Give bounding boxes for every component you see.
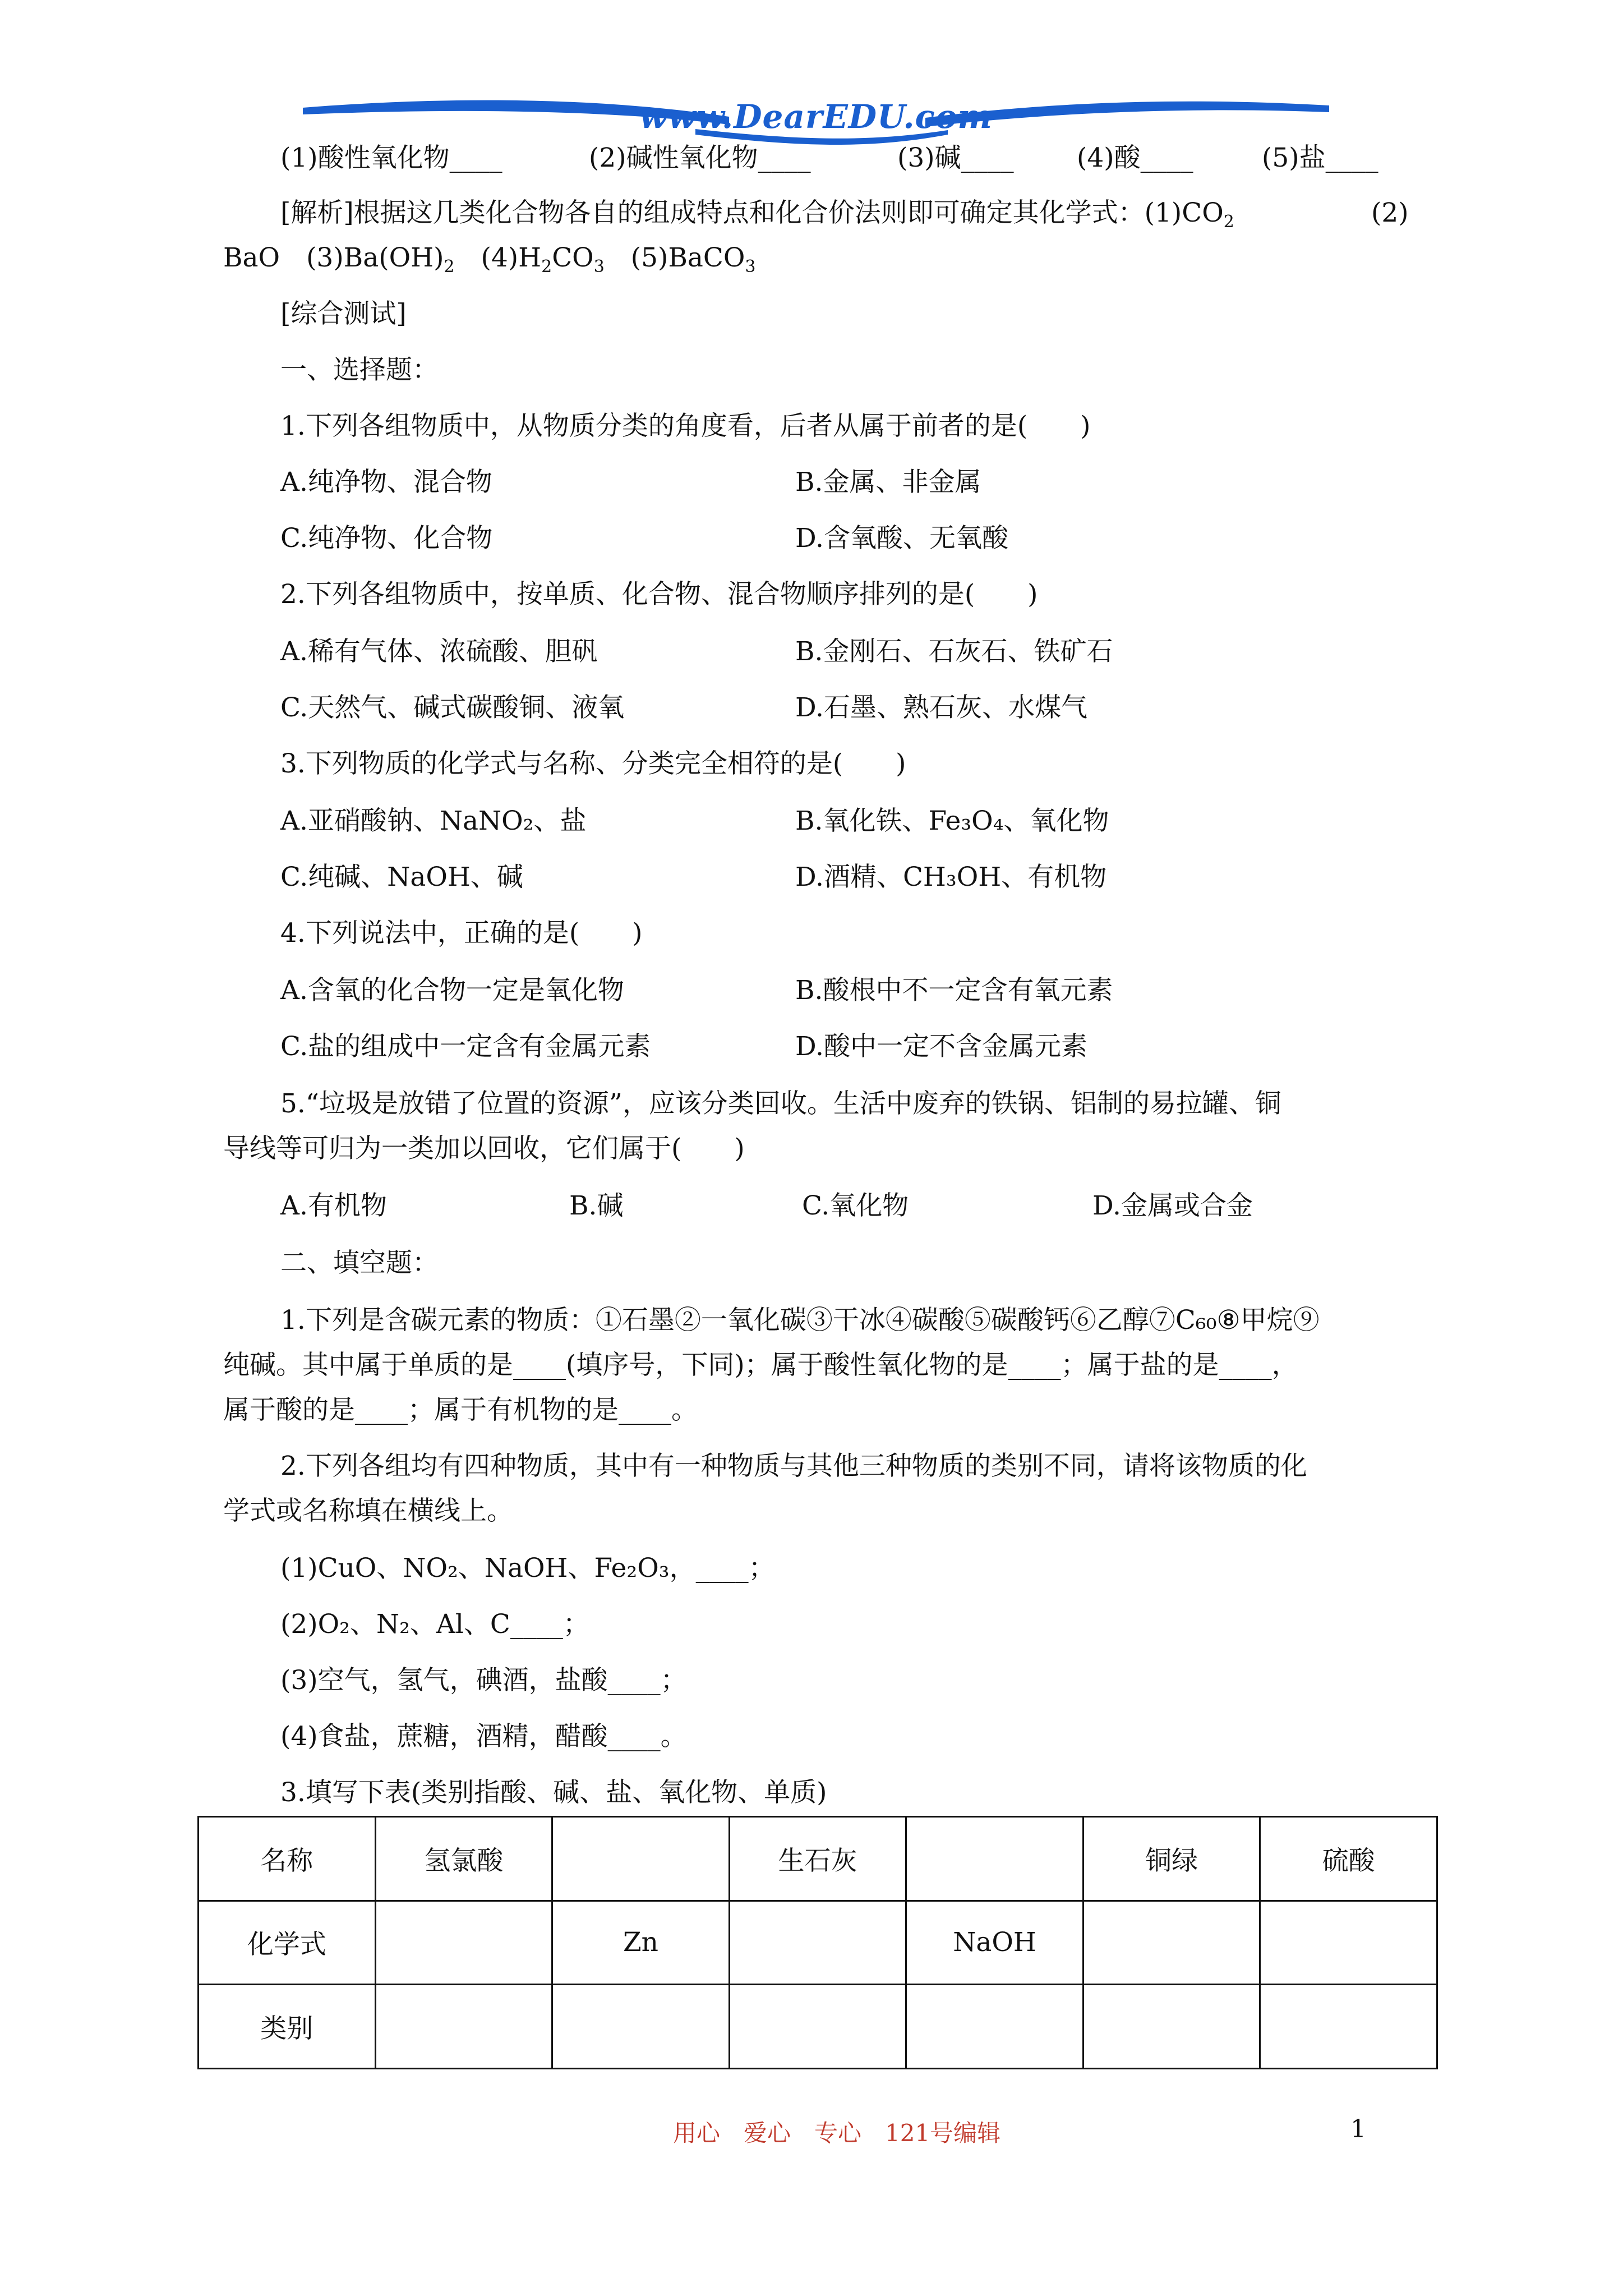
table-cell <box>375 1901 552 1985</box>
analysis-text: CO <box>552 242 594 273</box>
option-c: C.纯净物、化合物 <box>280 523 493 554</box>
options-row <box>280 804 1458 838</box>
subscript: 2 <box>444 257 455 277</box>
table-cell <box>552 1817 730 1901</box>
table-cell: Zn <box>552 1901 730 1985</box>
option-b: B.金属、非金属 <box>795 467 981 498</box>
table-cell <box>1083 1901 1260 1985</box>
analysis-line-2 <box>223 241 756 275</box>
option-a: A.稀有气体、浓硫酸、胆矾 <box>280 636 598 667</box>
options-row <box>280 1030 1458 1064</box>
fill-item: (2)O₂、N₂、Al、C____； <box>280 1609 589 1640</box>
option-c: C.氧化物 <box>802 1190 909 1221</box>
analysis-line-1 <box>280 196 1234 230</box>
section-heading-test: [综合测试] <box>280 298 407 329</box>
fill-item: (4)食盐，蔗糖，酒精，醋酸____。 <box>280 1721 687 1752</box>
options-row <box>280 691 1458 725</box>
table-row <box>199 1817 1437 1901</box>
option-b: B.金刚石、石灰石、铁矿石 <box>795 636 1113 667</box>
analysis-text: (4)H <box>454 242 542 273</box>
options-row <box>280 1189 1458 1223</box>
intro-item: (1)酸性氧化物____ <box>280 142 502 173</box>
fill-question: 1.下列是含碳元素的物质：①石墨②一氧化碳③干冰④碳酸⑤碳酸钙⑥乙醇⑦C₆₀⑧甲烷⑨ <box>280 1305 1320 1336</box>
intro-item: (2)碱性氧化物____ <box>589 142 811 173</box>
intro-item: (3)碱____ <box>897 142 1014 173</box>
fill-item: (3)空气，氢气，碘酒，盐酸____； <box>280 1665 687 1696</box>
table-cell: 铜绿 <box>1083 1817 1260 1901</box>
option-d: D.酸中一定不含金属元素 <box>795 1031 1087 1062</box>
options-row <box>280 635 1458 669</box>
fill-question-cont: 属于酸的是____；属于有机物的是____。 <box>223 1395 698 1425</box>
option-a: A.纯净物、混合物 <box>280 467 492 498</box>
option-b: B.碱 <box>569 1190 624 1221</box>
intro-item: (4)酸____ <box>1077 142 1193 173</box>
table-cell <box>729 1985 906 2069</box>
option-a: A.亚硝酸钠、NaNO₂、盐 <box>280 806 587 836</box>
option-c: C.纯碱、NaOH、碱 <box>280 862 523 892</box>
options-row <box>280 974 1458 1007</box>
footer-text: 用心 爱心 专心 121号编辑 <box>673 2119 1001 2147</box>
analysis-text: (5)BaCO <box>604 242 745 273</box>
analysis-text: [解析]根据这几类化合物各自的组成特点和化合价法则即可确定其化学式：(1)CO <box>280 197 1224 228</box>
option-d: D.金属或合金 <box>1092 1190 1253 1221</box>
table-row-header: 类别 <box>199 1985 376 2069</box>
question-stem-cont: 导线等可归为一类加以回收，它们属于( ) <box>223 1133 745 1164</box>
section-heading-fill: 二、填空题： <box>280 1248 439 1278</box>
table-cell <box>1083 1985 1260 2069</box>
table-cell <box>906 1985 1083 2069</box>
table-row <box>199 1985 1437 2069</box>
classification-table <box>197 1816 1438 2069</box>
table-cell <box>906 1817 1083 1901</box>
question-stem: 5.“垃圾是放错了位置的资源”，应该分类回收。生活中废弃的铁锅、铝制的易拉罐、铜 <box>280 1088 1281 1119</box>
table-cell <box>552 1985 730 2069</box>
option-c: C.天然气、碱式碳酸铜、液氧 <box>280 692 625 723</box>
question-stem: 1.下列各组物质中，从物质分类的角度看，后者从属于前者的是( ) <box>280 411 1091 441</box>
table-row <box>199 1901 1437 1985</box>
option-b: B.氧化铁、Fe₃O₄、氧化物 <box>795 806 1109 836</box>
option-d: D.酒精、CH₃OH、有机物 <box>795 862 1107 892</box>
table-cell: 生石灰 <box>729 1817 906 1901</box>
table-cell <box>729 1901 906 1985</box>
intro-item: (5)盐____ <box>1262 142 1378 173</box>
fill-question: 2.下列各组均有四种物质，其中有一种物质与其他三种物质的类别不同，请将该物质的化 <box>280 1451 1307 1481</box>
intro-items-row <box>280 141 1458 175</box>
subscript: 2 <box>1223 212 1234 232</box>
fill-item: (1)CuO、NO₂、NaOH、Fe₂O₃，____； <box>280 1553 775 1584</box>
option-d: D.含氧酸、无氧酸 <box>795 523 1008 554</box>
table-cell <box>375 1985 552 2069</box>
subscript: 2 <box>541 257 552 277</box>
fill-question-cont: 学式或名称填在横线上。 <box>223 1496 513 1526</box>
option-b: B.酸根中不一定含有氧元素 <box>795 975 1113 1006</box>
table-cell: NaOH <box>906 1901 1083 1985</box>
section-heading-choice: 一、选择题： <box>280 355 439 385</box>
table-cell <box>1260 1901 1437 1985</box>
table-cell <box>1260 1985 1437 2069</box>
table-row-header: 化学式 <box>199 1901 376 1985</box>
site-logo-text: www.DearEDU.com <box>639 98 993 136</box>
option-c: C.盐的组成中一定含有金属元素 <box>280 1031 651 1062</box>
fill-question-cont: 纯碱。其中属于单质的是____(填序号，下同)；属于酸性氧化物的是____；属于盐的是____， <box>223 1350 1298 1381</box>
table-cell: 氢氯酸 <box>375 1817 552 1901</box>
option-a: A.有机物 <box>280 1190 387 1221</box>
subscript: 3 <box>745 257 756 277</box>
question-stem: 4.下列说法中，正确的是( ) <box>280 918 643 949</box>
question-stem: 3.下列物质的化学式与名称、分类完全相符的是( ) <box>280 748 906 779</box>
options-row <box>280 861 1458 894</box>
fill-question: 3.填写下表(类别指酸、碱、盐、氧化物、单质) <box>280 1777 827 1808</box>
option-d: D.石墨、熟石灰、水煤气 <box>795 692 1087 723</box>
page-number: 1 <box>1350 2115 1366 2143</box>
table-row-header: 名称 <box>199 1817 376 1901</box>
analysis-text: BaO (3)Ba(OH) <box>223 242 444 273</box>
option-a: A.含氧的化合物一定是氧化物 <box>280 975 624 1006</box>
table-cell: 硫酸 <box>1260 1817 1437 1901</box>
question-stem: 2.下列各组物质中，按单质、化合物、混合物顺序排列的是( ) <box>280 579 1038 610</box>
analysis-line-1-tail: (2) <box>1371 197 1409 228</box>
options-row <box>280 522 1458 555</box>
subscript: 3 <box>593 257 605 277</box>
options-row <box>280 466 1458 499</box>
